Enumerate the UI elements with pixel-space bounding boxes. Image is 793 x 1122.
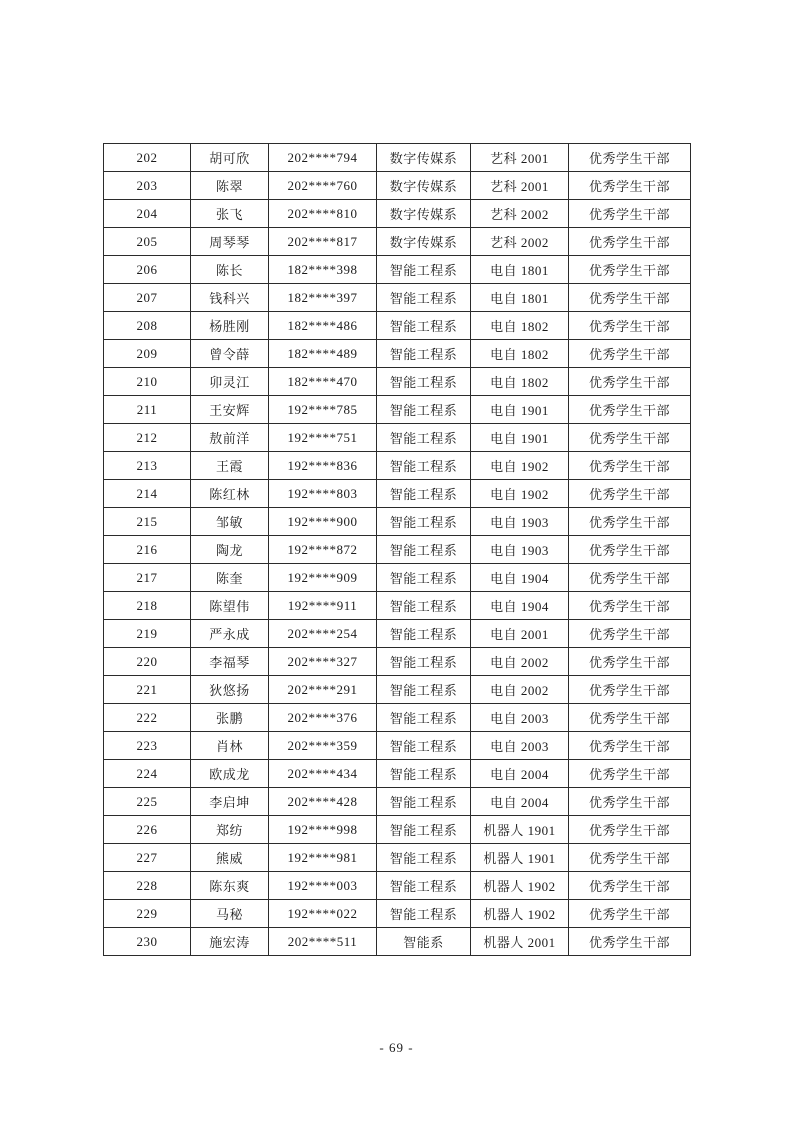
table-cell: 优秀学生干部: [569, 452, 691, 480]
table-cell: 电自 2003: [471, 732, 569, 760]
table-cell: 优秀学生干部: [569, 732, 691, 760]
table-cell: 192****998: [269, 816, 377, 844]
table-cell: 优秀学生干部: [569, 256, 691, 284]
table-cell: 192****022: [269, 900, 377, 928]
table-cell: 机器人 1901: [471, 816, 569, 844]
table-row: [104, 396, 691, 424]
table-cell: 智能工程系: [377, 592, 471, 620]
table-cell: 优秀学生干部: [569, 172, 691, 200]
table-row: [104, 788, 691, 816]
table-cell: 智能工程系: [377, 480, 471, 508]
table-cell: 智能工程系: [377, 816, 471, 844]
table-cell: 222: [104, 704, 191, 732]
table-row: [104, 536, 691, 564]
table-cell: 施宏涛: [191, 928, 269, 956]
table-cell: 202****376: [269, 704, 377, 732]
table-cell: 陈东爽: [191, 872, 269, 900]
table-cell: 智能工程系: [377, 704, 471, 732]
table-cell: 钱科兴: [191, 284, 269, 312]
table-cell: 智能工程系: [377, 648, 471, 676]
table-row: [104, 480, 691, 508]
table-cell: 202****291: [269, 676, 377, 704]
table-cell: 李福琴: [191, 648, 269, 676]
table-cell: 优秀学生干部: [569, 508, 691, 536]
table-row: [104, 452, 691, 480]
table-cell: 智能工程系: [377, 760, 471, 788]
table-cell: 机器人 1902: [471, 872, 569, 900]
table-cell: 严永成: [191, 620, 269, 648]
table-cell: 226: [104, 816, 191, 844]
table-cell: 218: [104, 592, 191, 620]
table-cell: 202****254: [269, 620, 377, 648]
table-cell: 智能工程系: [377, 676, 471, 704]
table-cell: 敖前洋: [191, 424, 269, 452]
table-cell: 电自 1902: [471, 480, 569, 508]
table-cell: 205: [104, 228, 191, 256]
table-row: [104, 760, 691, 788]
table-cell: 艺科 2002: [471, 228, 569, 256]
table-cell: 电自 2004: [471, 760, 569, 788]
table-row: [104, 844, 691, 872]
table-cell: 230: [104, 928, 191, 956]
table-cell: 优秀学生干部: [569, 284, 691, 312]
table-cell: 优秀学生干部: [569, 844, 691, 872]
table-cell: 182****398: [269, 256, 377, 284]
table-cell: 电自 2003: [471, 704, 569, 732]
table-cell: 电自 1904: [471, 592, 569, 620]
table-cell: 张鹏: [191, 704, 269, 732]
table-cell: 213: [104, 452, 191, 480]
table-cell: 优秀学生干部: [569, 536, 691, 564]
table-cell: 熊威: [191, 844, 269, 872]
table-cell: 212: [104, 424, 191, 452]
table-cell: 202: [104, 144, 191, 172]
table-cell: 202****434: [269, 760, 377, 788]
table-cell: 202****760: [269, 172, 377, 200]
table-cell: 数字传媒系: [377, 172, 471, 200]
table-cell: 机器人 1901: [471, 844, 569, 872]
table-cell: 优秀学生干部: [569, 620, 691, 648]
table-cell: 优秀学生干部: [569, 704, 691, 732]
table-cell: 王霞: [191, 452, 269, 480]
table-cell: 电自 2001: [471, 620, 569, 648]
table-cell: 192****900: [269, 508, 377, 536]
table-cell: 202****794: [269, 144, 377, 172]
table-cell: 智能工程系: [377, 396, 471, 424]
table-cell: 202****327: [269, 648, 377, 676]
table-row: [104, 676, 691, 704]
table-cell: 数字传媒系: [377, 200, 471, 228]
table-cell: 优秀学生干部: [569, 760, 691, 788]
table-cell: 192****803: [269, 480, 377, 508]
table-cell: 杨胜刚: [191, 312, 269, 340]
table-cell: 数字传媒系: [377, 144, 471, 172]
table-cell: 数字传媒系: [377, 228, 471, 256]
table-cell: 电自 1802: [471, 340, 569, 368]
table-cell: 狄悠扬: [191, 676, 269, 704]
table-cell: 电自 1802: [471, 368, 569, 396]
table-row: [104, 312, 691, 340]
table-row: [104, 592, 691, 620]
table-cell: 机器人 2001: [471, 928, 569, 956]
table-cell: 肖林: [191, 732, 269, 760]
table-cell: 192****836: [269, 452, 377, 480]
table-body: [104, 144, 691, 956]
table-cell: 229: [104, 900, 191, 928]
table-cell: 优秀学生干部: [569, 676, 691, 704]
table-cell: 电自 2002: [471, 676, 569, 704]
table-cell: 204: [104, 200, 191, 228]
table-cell: 郑纺: [191, 816, 269, 844]
table-cell: 192****003: [269, 872, 377, 900]
table-cell: 优秀学生干部: [569, 200, 691, 228]
table-cell: 陶龙: [191, 536, 269, 564]
table-cell: 220: [104, 648, 191, 676]
table-cell: 智能工程系: [377, 732, 471, 760]
table-cell: 182****470: [269, 368, 377, 396]
table-cell: 电自 2004: [471, 788, 569, 816]
table-cell: 优秀学生干部: [569, 144, 691, 172]
table-row: [104, 256, 691, 284]
table-cell: 227: [104, 844, 191, 872]
table-row: [104, 648, 691, 676]
table-cell: 优秀学生干部: [569, 816, 691, 844]
table-cell: 智能工程系: [377, 620, 471, 648]
table-cell: 电自 1801: [471, 284, 569, 312]
table-cell: 智能工程系: [377, 900, 471, 928]
table-cell: 电自 1901: [471, 396, 569, 424]
table-cell: 214: [104, 480, 191, 508]
table-row: [104, 424, 691, 452]
table-cell: 陈长: [191, 256, 269, 284]
table-cell: 206: [104, 256, 191, 284]
table-cell: 欧成龙: [191, 760, 269, 788]
table-cell: 优秀学生干部: [569, 900, 691, 928]
table-row: [104, 872, 691, 900]
table-row: [104, 732, 691, 760]
table-cell: 智能工程系: [377, 844, 471, 872]
table-row: [104, 508, 691, 536]
table-cell: 223: [104, 732, 191, 760]
table-cell: 优秀学生干部: [569, 788, 691, 816]
table-cell: 192****872: [269, 536, 377, 564]
table-cell: 智能工程系: [377, 536, 471, 564]
table-cell: 艺科 2001: [471, 144, 569, 172]
table-cell: 智能工程系: [377, 872, 471, 900]
table-cell: 优秀学生干部: [569, 592, 691, 620]
table-cell: 智能工程系: [377, 424, 471, 452]
table-cell: 225: [104, 788, 191, 816]
page-number: - 69 -: [379, 1040, 414, 1055]
table-cell: 228: [104, 872, 191, 900]
table-cell: 优秀学生干部: [569, 648, 691, 676]
table-row: [104, 564, 691, 592]
table-cell: 优秀学生干部: [569, 228, 691, 256]
table-cell: 202****817: [269, 228, 377, 256]
table-cell: 优秀学生干部: [569, 368, 691, 396]
table-cell: 智能工程系: [377, 312, 471, 340]
table-cell: 电自 1904: [471, 564, 569, 592]
table-cell: 202****511: [269, 928, 377, 956]
table-row: [104, 228, 691, 256]
table-cell: 210: [104, 368, 191, 396]
table-cell: 曾令薛: [191, 340, 269, 368]
table-cell: 202****359: [269, 732, 377, 760]
table-cell: 优秀学生干部: [569, 480, 691, 508]
table-row: [104, 928, 691, 956]
table-cell: 智能工程系: [377, 508, 471, 536]
table-cell: 邹敏: [191, 508, 269, 536]
table-cell: 202****810: [269, 200, 377, 228]
table-row: [104, 368, 691, 396]
table-cell: 优秀学生干部: [569, 396, 691, 424]
table-cell: 智能系: [377, 928, 471, 956]
table-cell: 王安辉: [191, 396, 269, 424]
table-cell: 192****785: [269, 396, 377, 424]
table-cell: 215: [104, 508, 191, 536]
table-cell: 智能工程系: [377, 256, 471, 284]
table-cell: 216: [104, 536, 191, 564]
table-cell: 智能工程系: [377, 788, 471, 816]
table-cell: 李启坤: [191, 788, 269, 816]
table-cell: 211: [104, 396, 191, 424]
table-cell: 优秀学生干部: [569, 564, 691, 592]
table-row: [104, 284, 691, 312]
table-cell: 电自 1902: [471, 452, 569, 480]
table-cell: 182****397: [269, 284, 377, 312]
table-row: [104, 144, 691, 172]
table-cell: 224: [104, 760, 191, 788]
table-cell: 优秀学生干部: [569, 928, 691, 956]
table-cell: 优秀学生干部: [569, 424, 691, 452]
table-cell: 陈奎: [191, 564, 269, 592]
table-cell: 陈红林: [191, 480, 269, 508]
table-cell: 智能工程系: [377, 340, 471, 368]
table-cell: 221: [104, 676, 191, 704]
table-cell: 192****911: [269, 592, 377, 620]
table-row: [104, 900, 691, 928]
table-cell: 周琴琴: [191, 228, 269, 256]
table-cell: 陈翠: [191, 172, 269, 200]
table-cell: 胡可欣: [191, 144, 269, 172]
table-row: [104, 172, 691, 200]
table-cell: 217: [104, 564, 191, 592]
table-cell: 智能工程系: [377, 452, 471, 480]
table-cell: 马秘: [191, 900, 269, 928]
table-cell: 182****489: [269, 340, 377, 368]
table-row: [104, 340, 691, 368]
table-cell: 208: [104, 312, 191, 340]
student-awards-table: [103, 143, 691, 956]
table-cell: 电自 1903: [471, 508, 569, 536]
table-cell: 优秀学生干部: [569, 872, 691, 900]
table-cell: 电自 1901: [471, 424, 569, 452]
table-cell: 电自 1903: [471, 536, 569, 564]
table-row: [104, 620, 691, 648]
table-cell: 优秀学生干部: [569, 312, 691, 340]
table-cell: 219: [104, 620, 191, 648]
table-cell: 艺科 2002: [471, 200, 569, 228]
table-cell: 陈望伟: [191, 592, 269, 620]
table-cell: 艺科 2001: [471, 172, 569, 200]
table-cell: 192****981: [269, 844, 377, 872]
table-cell: 电自 1802: [471, 312, 569, 340]
table-cell: 智能工程系: [377, 284, 471, 312]
table-cell: 209: [104, 340, 191, 368]
table-cell: 机器人 1902: [471, 900, 569, 928]
table-cell: 优秀学生干部: [569, 340, 691, 368]
table-row: [104, 200, 691, 228]
table-cell: 182****486: [269, 312, 377, 340]
table-cell: 202****428: [269, 788, 377, 816]
table-cell: 207: [104, 284, 191, 312]
table-row: [104, 816, 691, 844]
table-row: [104, 704, 691, 732]
table-cell: 192****751: [269, 424, 377, 452]
table-cell: 203: [104, 172, 191, 200]
table-cell: 智能工程系: [377, 368, 471, 396]
table-cell: 电自 2002: [471, 648, 569, 676]
table-cell: 张飞: [191, 200, 269, 228]
table-cell: 智能工程系: [377, 564, 471, 592]
table-cell: 卯灵江: [191, 368, 269, 396]
table-cell: 电自 1801: [471, 256, 569, 284]
table-cell: 192****909: [269, 564, 377, 592]
